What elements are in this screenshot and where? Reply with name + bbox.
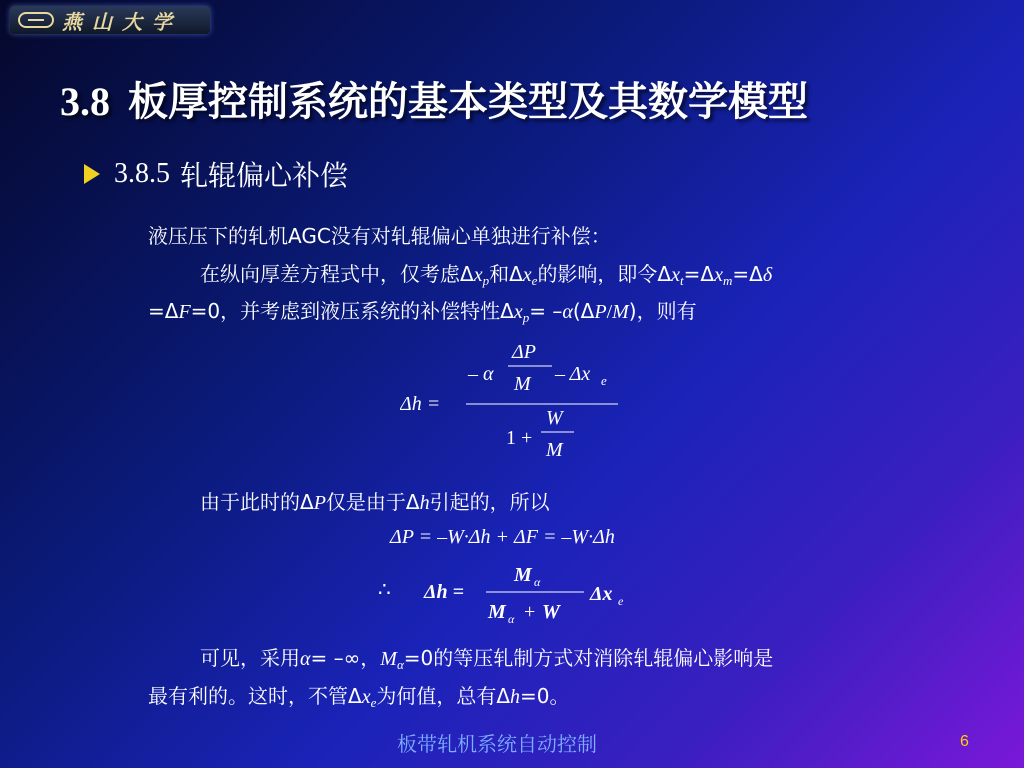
- university-logo: [10, 6, 210, 34]
- title-text: 板厚控制系统的基本类型及其数学模型: [128, 79, 808, 125]
- svg-text:Δx: Δx: [590, 583, 613, 605]
- svg-text:e: e: [618, 594, 624, 608]
- svg-text:M: M: [514, 373, 531, 395]
- svg-text:∴: ∴: [378, 579, 391, 601]
- text-line-3: =ΔF=0，并考虑到液压系统的补偿特性$\Delta x_p= -\alpha(\Delta P/M)$，则有: [148, 299, 697, 325]
- svg-text:– α: – α: [468, 363, 494, 385]
- section-number: 3.8.5: [114, 158, 170, 189]
- svg-text:Δh =: Δh =: [400, 393, 441, 415]
- text-line-4: 由于此时的ΔP仅是由于Δh引起的，所以: [200, 490, 550, 514]
- text-line-1: 液压压下的轧机AGC没有对轧辊偏心单独进行补偿：: [148, 224, 611, 248]
- title-number: 3.8: [60, 79, 110, 124]
- svg-text:M: M: [546, 439, 563, 461]
- svg-text:ΔP: ΔP: [512, 341, 536, 363]
- svg-text:W: W: [542, 601, 560, 623]
- section-heading: [84, 154, 348, 194]
- footer-text: 板带轧机系统自动控制: [397, 732, 597, 756]
- logo-emblem-icon: [18, 12, 54, 28]
- equation-therefore: [378, 556, 638, 628]
- svg-text:α: α: [534, 575, 541, 589]
- logo-text: 燕山大学: [62, 9, 182, 34]
- equation-delta-p: ΔP = –W·Δh + ΔF = –W·Δh: [390, 526, 615, 548]
- text-line-2: 在纵向厚差方程式中，仅考虑$\Delta x_p$和$\Delta x_e$的影响，即令$\Delta x_t=\Delta x_m=\Delta\delta$: [200, 262, 773, 288]
- slide-title: [60, 70, 808, 127]
- svg-text:1 +: 1 +: [506, 427, 533, 449]
- svg-text:e: e: [601, 373, 607, 388]
- text-line-7: 最有利的。这时，不管$\Delta x_e$为何值，总有Δh=0。: [148, 684, 570, 710]
- svg-text:W: W: [546, 407, 563, 429]
- svg-text:M: M: [514, 564, 532, 586]
- svg-text:M: M: [488, 601, 506, 623]
- svg-text:+: +: [524, 601, 536, 623]
- section-title: 轧辊偏心补偿: [180, 159, 349, 192]
- svg-text:– Δx: – Δx: [555, 363, 591, 385]
- text-line-6: 可见，采用α= –∞，$M_\alpha=0$的等压轧制方式对消除轧辊偏心影响是: [200, 646, 774, 672]
- arrow-bullet-icon: [84, 164, 100, 184]
- page-number: 6: [960, 733, 969, 750]
- svg-text:α: α: [508, 612, 515, 626]
- svg-text:Δh =: Δh =: [424, 581, 465, 603]
- equation-delta-h: [400, 338, 630, 474]
